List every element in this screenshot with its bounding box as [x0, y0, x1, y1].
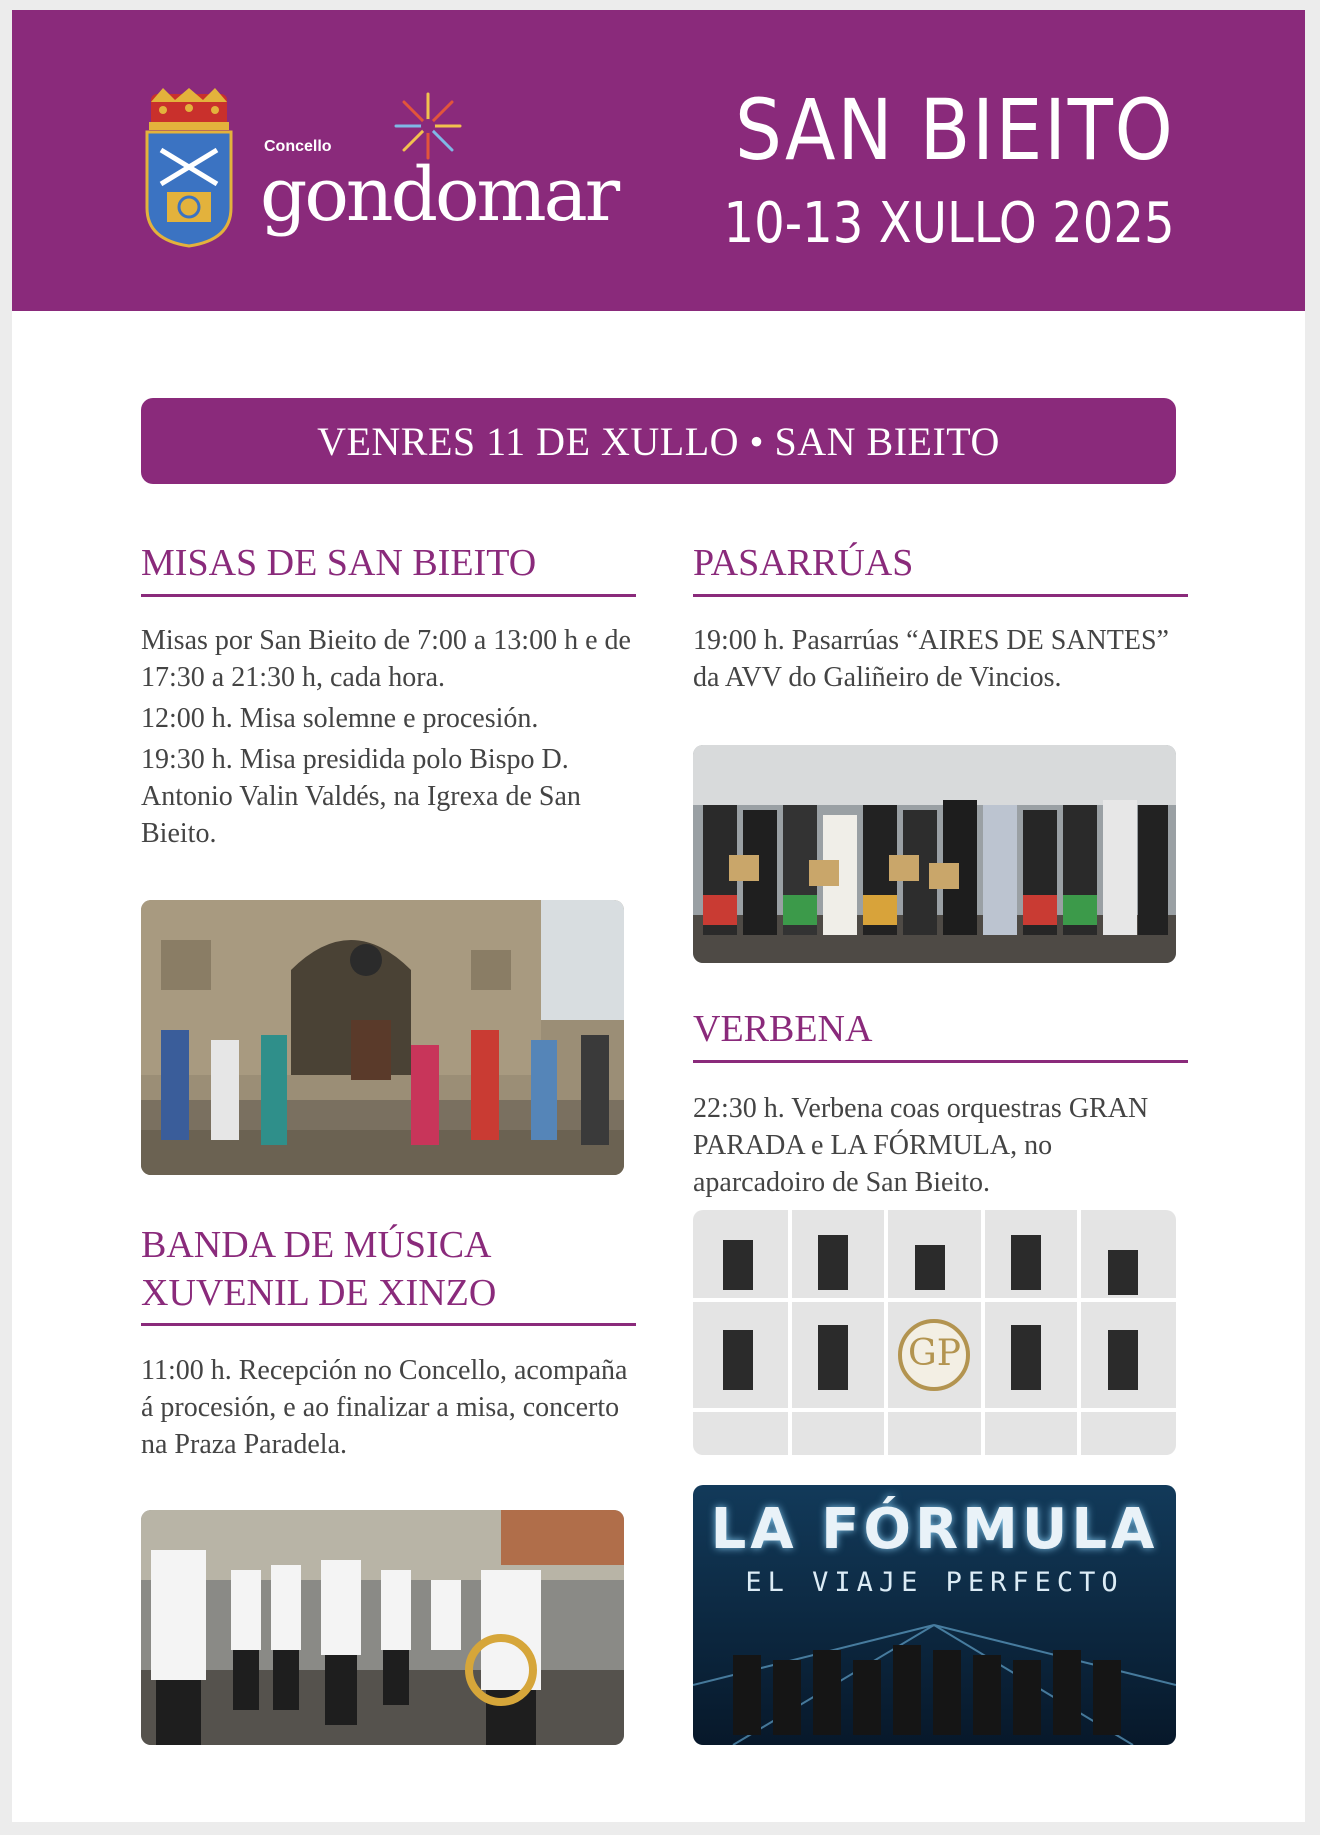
header-banner: [12, 10, 1305, 311]
section-title-misas-text: MISAS DE SAN BIEITO: [141, 542, 537, 584]
photo-misas-procession: [141, 900, 624, 1175]
section-title-verbena-text: VERBENA: [693, 1008, 873, 1050]
section-body-verbena: [693, 1090, 1188, 1205]
concello-label: Concello: [264, 138, 332, 155]
section-title-misas: [141, 540, 636, 597]
la-formula-subtitle: EL VIAJE PERFECTO: [745, 1567, 1124, 1598]
section-body-banda: [141, 1352, 636, 1467]
la-formula-title: LA FÓRMULA: [710, 1497, 1159, 1562]
photo-la-formula: [693, 1485, 1176, 1745]
section-title-banda-line1: BANDA DE MÚSICA: [141, 1224, 492, 1266]
paragraph: 19:30 h. Misa presidida polo Bispo D. Antonio Valin Valdés, na Igrexa de San Bieito.: [141, 744, 581, 849]
photo-banda-musica: [141, 1510, 624, 1745]
poster: [12, 10, 1305, 1822]
section-title-verbena: [693, 1006, 1188, 1063]
gran-parada-logo: GP: [908, 1333, 961, 1374]
gondomar-logo-text: gondomar: [260, 152, 618, 238]
paragraph: 11:00 h. Recepción no Concello, acompaña á procesión, e ao finalizar a misa, concerto na Praza Paradela.: [141, 1355, 628, 1460]
section-title-pasarruas: [693, 540, 1188, 597]
festival-title: SAN BIEITO: [735, 81, 1175, 179]
section-title-banda-line2: XUVENIL DE XINZO: [141, 1271, 497, 1314]
section-title-banda: [141, 1222, 636, 1326]
section-body-pasarruas: [693, 622, 1188, 700]
section-title-pasarruas-text: PASARRÚAS: [693, 542, 914, 584]
paragraph: 19:00 h. Pasarrúas “AIRES DE SANTES” da AVV do Galiñeiro de Vincios.: [693, 625, 1169, 693]
festival-dates: 10-13 XULLO 2025: [723, 191, 1175, 256]
photo-gran-parada: [693, 1210, 1176, 1455]
day-banner: VENRES 11 DE XULLO • SAN BIEITO: [141, 398, 1176, 484]
paragraph: 22:30 h. Verbena coas orquestras GRAN PARADA e LA FÓRMULA, no aparcadoiro de San Bieito.: [693, 1093, 1149, 1198]
photo-pasarruas-group: [693, 745, 1176, 963]
paragraph: Misas por San Bieito de 7:00 a 13:00 h e de 17:30 a 21:30 h, cada hora.: [141, 625, 631, 693]
municipal-crest-icon: [143, 88, 235, 248]
section-body-misas: [141, 622, 636, 856]
paragraph: 12:00 h. Misa solemne e procesión.: [141, 703, 539, 734]
